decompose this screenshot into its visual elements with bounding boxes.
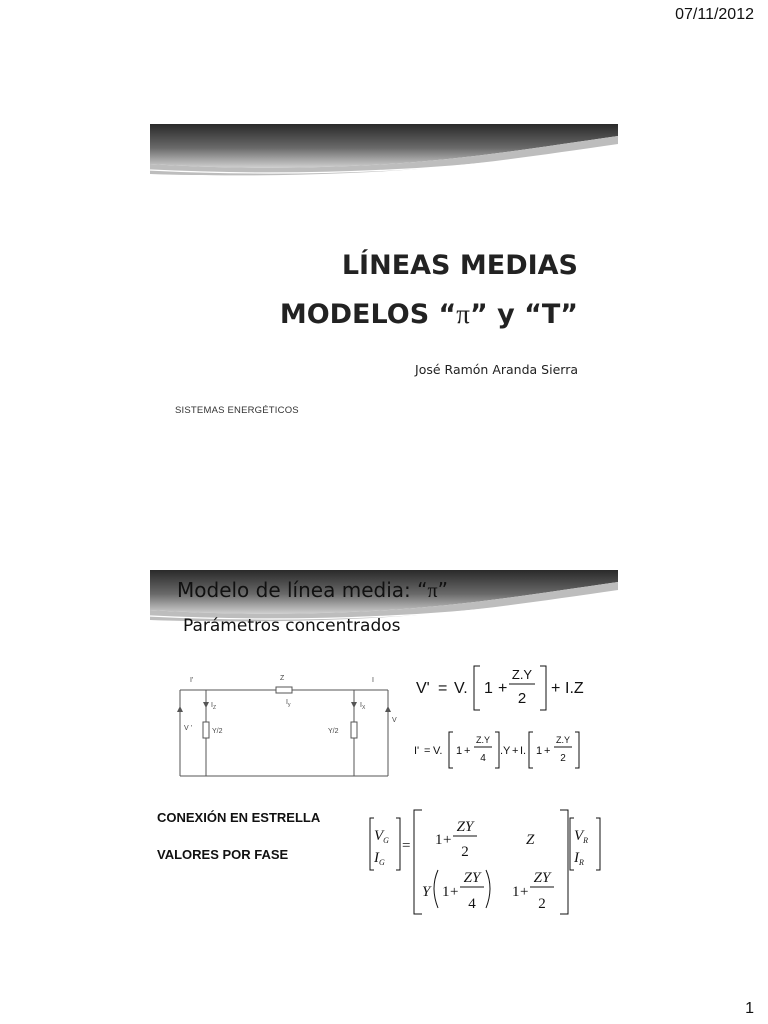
svg-text:+: +	[512, 745, 519, 757]
svg-text:=: =	[438, 680, 448, 697]
svg-text:Z.Y: Z.Y	[555, 735, 571, 745]
matrix-equation	[368, 808, 604, 918]
svg-text:I.: I.	[520, 745, 527, 757]
label-i-prime: I'	[190, 677, 194, 684]
pi-symbol: π	[456, 299, 470, 329]
label-y2-left: Y/2	[212, 728, 223, 735]
svg-text:=: =	[424, 745, 431, 757]
print-date: 07/11/2012	[675, 6, 754, 23]
slide-subtitle: Parámetros concentrados	[183, 616, 401, 636]
svg-text:V.: V.	[433, 745, 443, 757]
equation-i-prime	[412, 728, 612, 772]
course-name: SISTEMAS ENERGÉTICOS	[175, 405, 299, 416]
svg-text:Z: Z	[526, 832, 535, 848]
svg-text:ZY: ZY	[463, 870, 481, 886]
page-number: 1	[745, 1000, 754, 1017]
label-ix: $I_X$	[360, 702, 366, 711]
svg-text:+: +	[544, 745, 551, 757]
svg-text:I': I'	[414, 745, 420, 757]
pi-circuit-diagram	[176, 668, 396, 788]
svg-text:Z.Y: Z.Y	[475, 735, 491, 745]
svg-text:V.: V.	[454, 680, 468, 697]
svg-text:VG: $V_G$	[374, 828, 389, 845]
slide-title	[280, 242, 578, 339]
svg-text:4: 4	[480, 753, 486, 764]
svg-text:2: 2	[517, 690, 527, 707]
pi-model-slide	[150, 570, 618, 920]
svg-text:1: 1	[512, 884, 520, 900]
author-name: José Ramón Aranda Sierra	[415, 362, 578, 377]
svg-text:Z.Y: Z.Y	[511, 667, 533, 682]
svg-text:ZY: ZY	[456, 819, 474, 835]
equation-v-prime	[412, 660, 612, 716]
svg-text:2: 2	[560, 753, 566, 764]
pi-symbol: π	[427, 580, 438, 602]
label-i: I	[372, 677, 374, 684]
svg-text:+: +	[443, 832, 452, 848]
svg-text:IR: $I_R$	[574, 850, 584, 867]
slide-banner	[150, 124, 618, 178]
svg-text:1: 1	[456, 745, 463, 757]
svg-text:V': V'	[416, 680, 430, 697]
label-y2-right: Y/2	[328, 728, 339, 735]
svg-text:IG: $I_G$	[374, 850, 385, 867]
svg-text:.Y: .Y	[500, 745, 511, 757]
label-iy: $I_y$	[286, 699, 291, 708]
svg-text:I.Z: I.Z	[565, 680, 584, 697]
caption-star-connection: CONEXIÓN EN ESTRELLA	[157, 810, 321, 825]
svg-text:1: 1	[536, 745, 543, 757]
title-line-1: LÍNEAS MEDIAS	[341, 250, 578, 281]
slide-title: Modelo de línea media: “π”	[177, 578, 448, 602]
svg-text:=: =	[402, 838, 411, 854]
svg-text:1: 1	[442, 884, 450, 900]
svg-text:Y: Y	[422, 884, 431, 900]
svg-text:+: +	[450, 884, 459, 900]
svg-text:2: 2	[461, 844, 469, 860]
svg-text:ZY: ZY	[533, 870, 551, 886]
svg-text:4: 4	[468, 896, 476, 912]
svg-text:+: +	[551, 680, 561, 697]
caption-per-phase: VALORES POR FASE	[157, 847, 289, 862]
label-v: V	[392, 717, 397, 724]
title-line-2: MODELOS “π” y “T”	[279, 299, 578, 330]
label-v-prime: V '	[184, 725, 192, 732]
svg-text:+: +	[464, 745, 471, 757]
svg-text:+: +	[520, 884, 529, 900]
svg-text:2: 2	[538, 896, 546, 912]
label-iz: $I_Z$	[211, 702, 217, 711]
svg-text:VR: $V_R$	[574, 828, 589, 845]
label-z: Z	[280, 675, 285, 682]
svg-text:1: 1	[484, 680, 493, 697]
title-slide	[150, 124, 618, 424]
svg-text:1: 1	[435, 832, 443, 848]
svg-text:+: +	[498, 680, 508, 697]
